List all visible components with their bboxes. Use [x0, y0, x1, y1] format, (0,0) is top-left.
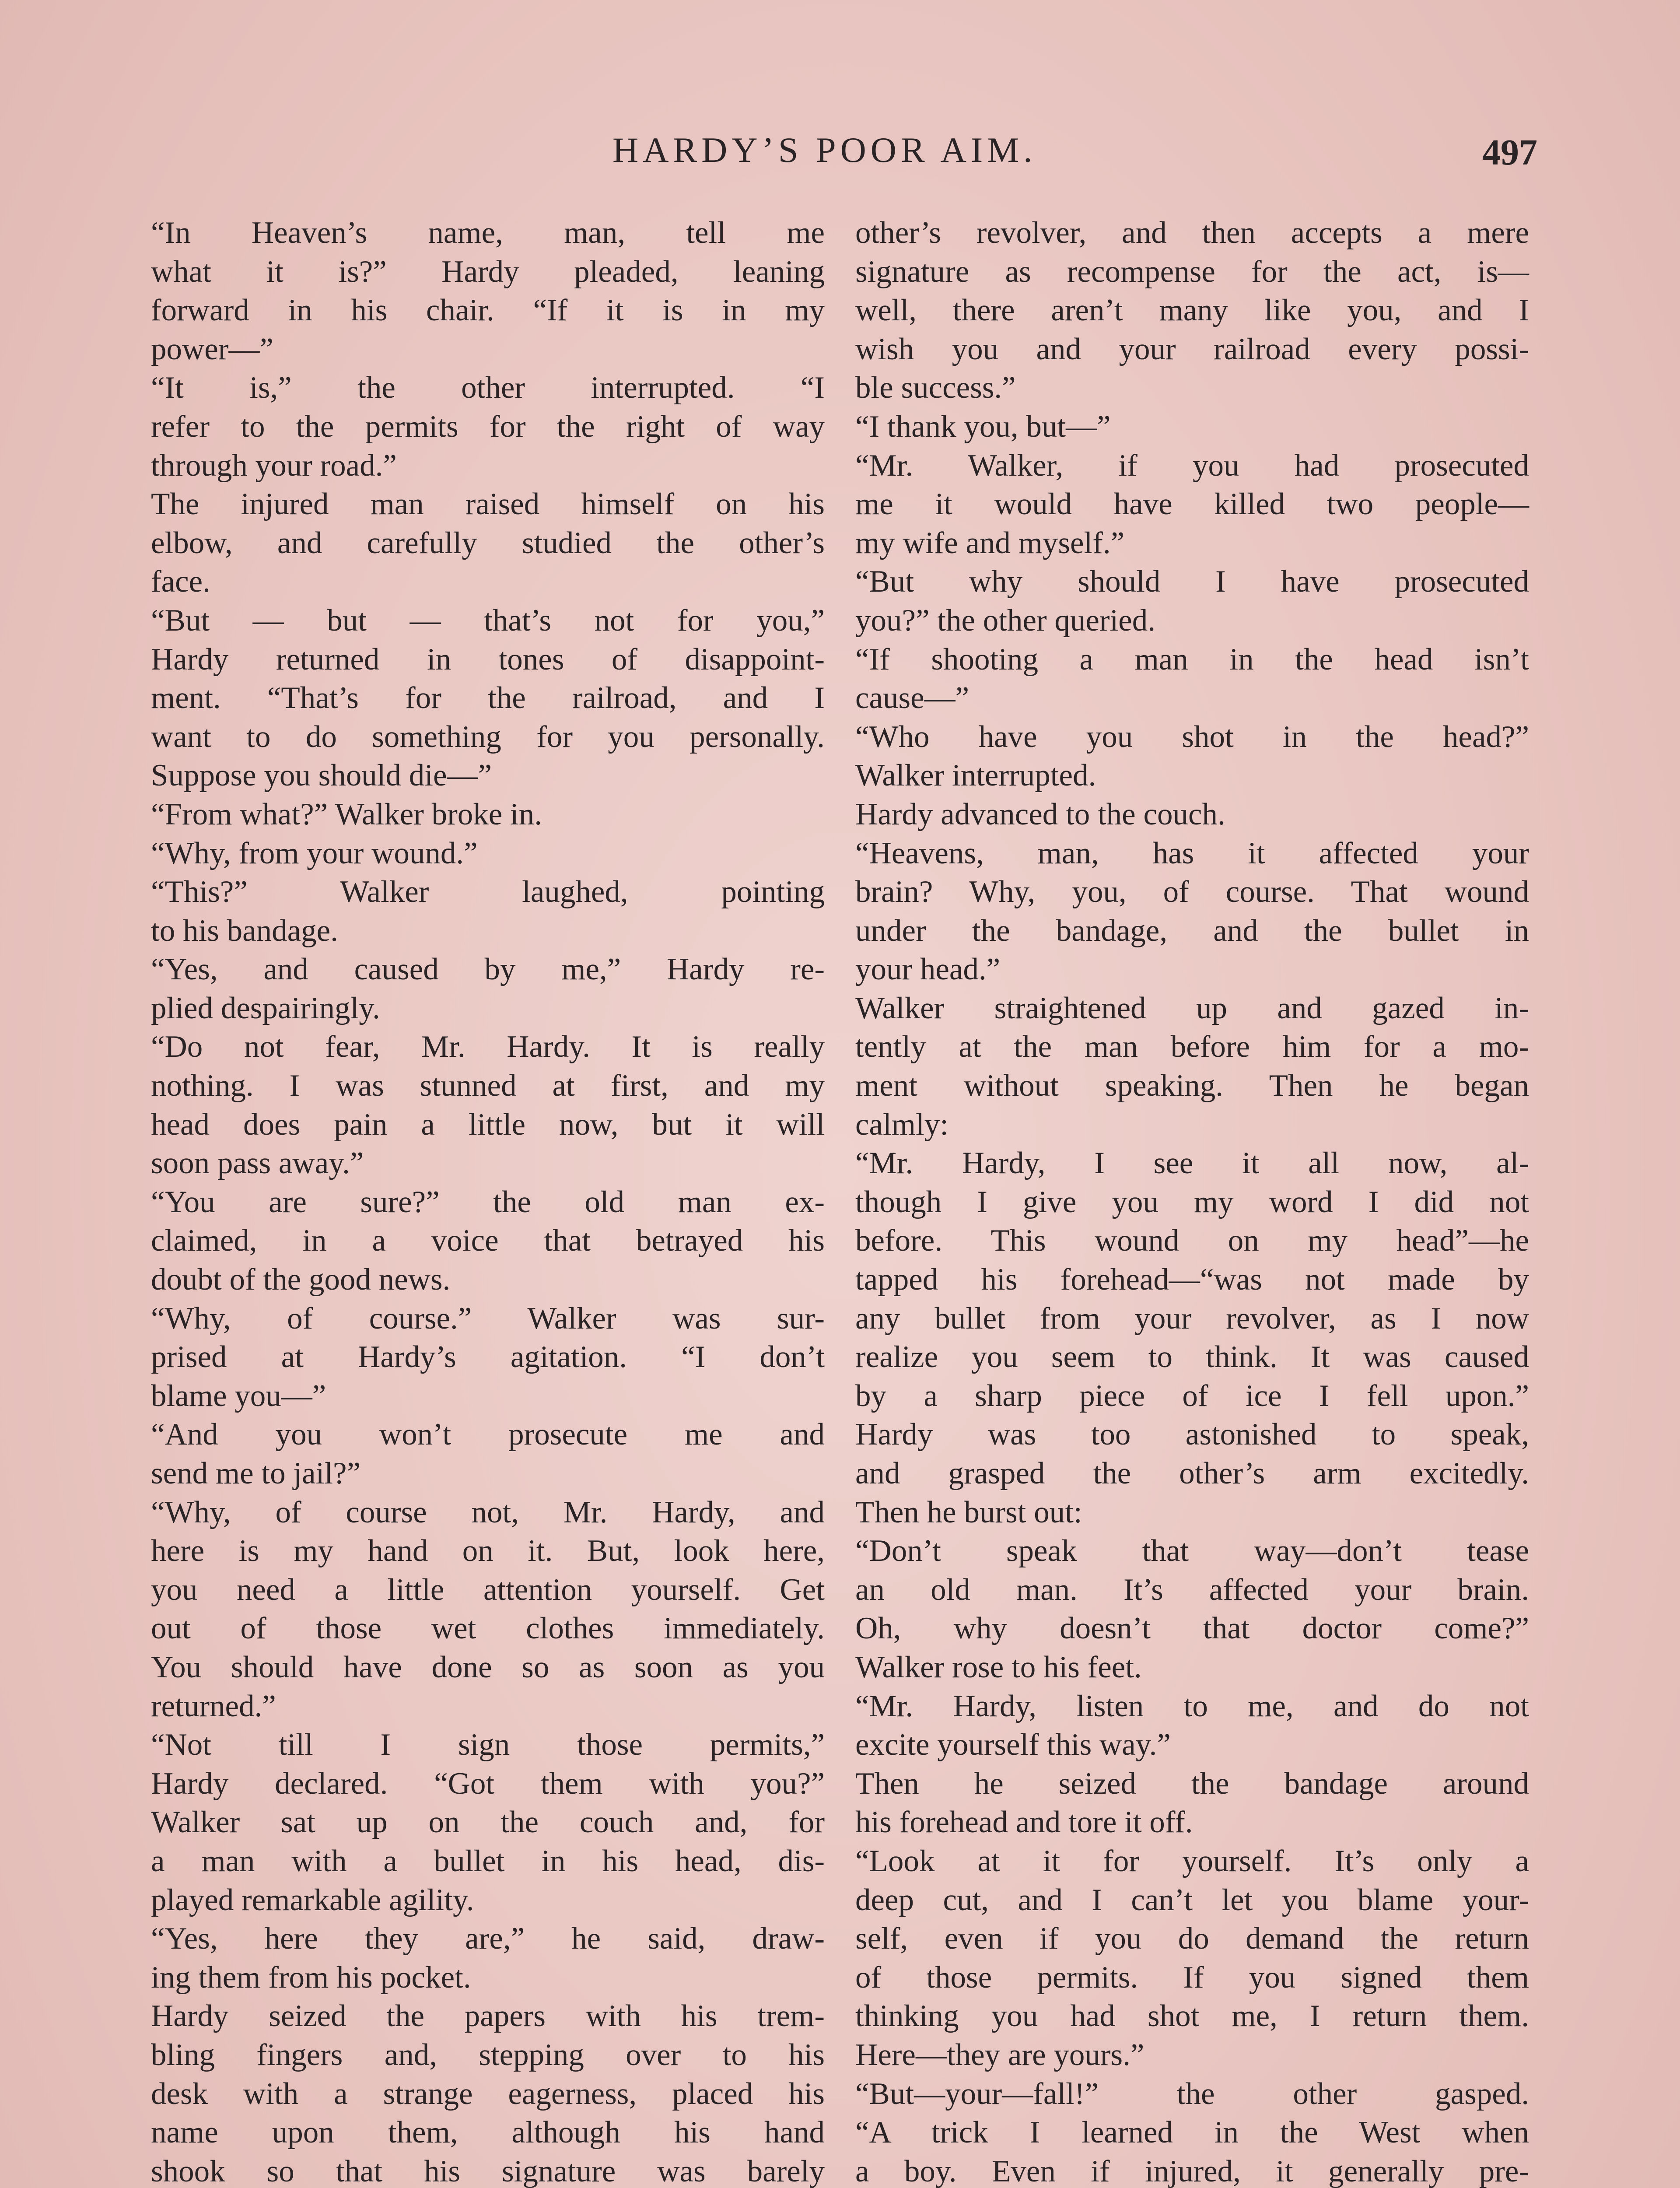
text-line: ble success.” [855, 371, 1016, 405]
text-line: me it would have killed two people— [855, 487, 1529, 522]
text-line: doubt of the good news. [151, 1262, 451, 1297]
text-line: “And you won’t prosecute me and [151, 1417, 825, 1452]
text-line: Hardy seized the papers with his trem- [151, 1999, 825, 2034]
text-line: any bullet from your revolver, as I now [855, 1301, 1529, 1336]
text-line: “From what?” Walker broke in. [151, 797, 542, 831]
text-line: “You are sure?” the old man ex- [151, 1185, 825, 1219]
text-line: elbow, and carefully studied the other’s [151, 526, 825, 560]
text-line: Suppose you should die—” [151, 758, 492, 793]
text-line: self, even if you do demand the return [855, 1922, 1529, 1956]
text-line: thinking you had shot me, I return them. [855, 1999, 1529, 2034]
text-line: out of those wet clothes immediately. [151, 1611, 825, 1646]
text-line: The injured man raised himself on his [151, 487, 825, 522]
text-line: head does pain a little now, but it will [151, 1107, 825, 1142]
text-line: well, there aren’t many like you, and I [855, 293, 1529, 328]
text-line: “Do not fear, Mr. Hardy. It is really [151, 1030, 825, 1064]
text-line: refer to the permits for the right of way [151, 409, 825, 444]
text-line: “But — but — that’s not for you,” [151, 603, 825, 638]
text-line: forward in his chair. “If it is in my [151, 293, 825, 328]
text-line: prised at Hardy’s agitation. “I don’t [151, 1340, 825, 1375]
text-line: “It is,” the other interrupted. “I [151, 371, 825, 405]
text-line: “Why, of course.” Walker was sur- [151, 1301, 825, 1336]
text-line: “Who have you shot in the head?” [855, 719, 1529, 754]
text-line: Hardy declared. “Got them with you?” [151, 1766, 825, 1801]
text-line: what it is?” Hardy pleaded, leaning [151, 254, 825, 289]
text-line: your head.” [855, 952, 1001, 987]
text-line: Walker rose to his feet. [855, 1650, 1142, 1684]
text-line: to his bandage. [151, 913, 338, 948]
text-line: excite yourself this way.” [855, 1728, 1171, 1762]
text-line: “Why, of course not, Mr. Hardy, and [151, 1495, 825, 1529]
text-line: my wife and myself.” [855, 526, 1125, 560]
text-line: signature as recompense for the act, is— [855, 254, 1529, 289]
text-line: bling fingers and, stepping over to his [151, 2037, 825, 2072]
text-line: brain? Why, you, of course. That wound [855, 875, 1529, 909]
text-line: before. This wound on my head”—he [855, 1224, 1529, 1258]
text-line: calmly: [855, 1107, 948, 1142]
text-line: an old man. It’s affected your brain. [855, 1572, 1529, 1607]
text-line: through your road.” [151, 448, 397, 483]
text-line: name upon them, although his hand [151, 2115, 825, 2150]
text-line: other’s revolver, and then accepts a mere [855, 216, 1529, 250]
text-line: “Why, from your wound.” [151, 836, 478, 870]
text-line: “Not till I sign those permits,” [151, 1728, 825, 1762]
text-line: “In Heaven’s name, man, tell me [151, 216, 825, 250]
text-line: ing them from his pocket. [151, 1960, 471, 1995]
text-line: “Mr. Hardy, listen to me, and do not [855, 1689, 1529, 1723]
text-line: “I thank you, but—” [855, 409, 1111, 444]
text-line: and grasped the other’s arm excitedly. [855, 1456, 1529, 1490]
text-line: you?” the other queried. [855, 603, 1156, 638]
text-line: send me to jail?” [151, 1456, 361, 1490]
text-line: plied despairingly. [151, 991, 380, 1025]
text-line: desk with a strange eagerness, placed his [151, 2076, 825, 2111]
text-line: realize you seem to think. It was caused [855, 1340, 1529, 1375]
text-line: though I give you my word I did not [855, 1185, 1529, 1219]
text-line: wish you and your railroad every possi- [855, 332, 1529, 366]
text-line: a man with a bullet in his head, dis- [151, 1844, 825, 1878]
text-line: of those permits. If you signed them [855, 1960, 1529, 1995]
text-line: face. [151, 565, 210, 599]
text-line: Walker straightened up and gazed in- [855, 991, 1529, 1025]
text-line: “A trick I learned in the West when [855, 2115, 1529, 2150]
text-line: his forehead and tore it off. [855, 1805, 1193, 1840]
text-line: Then he burst out: [855, 1495, 1082, 1529]
text-line: “Mr. Walker, if you had prosecuted [855, 448, 1529, 483]
text-line: power—” [151, 332, 273, 366]
text-line: soon pass away.” [151, 1146, 364, 1181]
text-line: Hardy advanced to the couch. [855, 797, 1225, 831]
left-text-column [151, 214, 825, 2188]
text-line: ment. “That’s for the railroad, and I [151, 681, 825, 715]
text-line: Oh, why doesn’t that doctor come?” [855, 1611, 1529, 1646]
text-line: ment without speaking. Then he began [855, 1069, 1529, 1103]
running-title: HARDY’S POOR AIM. [612, 130, 1037, 170]
text-line: Hardy returned in tones of disappoint- [151, 642, 825, 677]
text-line: “Mr. Hardy, I see it all now, al- [855, 1146, 1529, 1181]
page-number: 497 [1482, 132, 1537, 173]
text-line: “Yes, here they are,” he said, draw- [151, 1922, 825, 1956]
text-line: Walker interrupted. [855, 758, 1096, 793]
text-line: want to do something for you personally. [151, 719, 825, 754]
text-line: by a sharp piece of ice I fell upon.” [855, 1378, 1529, 1413]
right-text-column [855, 214, 1529, 2188]
text-line: returned.” [151, 1689, 276, 1723]
text-line: tapped his forehead—“was not made by [855, 1262, 1529, 1297]
text-line: nothing. I was stunned at first, and my [151, 1069, 825, 1103]
text-line: a boy. Even if injured, it generally pre- [855, 2154, 1529, 2188]
text-line: shook so that his signature was barely [151, 2154, 825, 2188]
text-line: Then he seized the bandage around [855, 1766, 1529, 1801]
text-line: tently at the man before him for a mo- [855, 1030, 1529, 1064]
text-line: deep cut, and I can’t let you blame your- [855, 1883, 1529, 1917]
text-line: Hardy was too astonished to speak, [855, 1417, 1529, 1452]
text-line: played remarkable agility. [151, 1883, 474, 1917]
text-line: here is my hand on it. But, look here, [151, 1534, 825, 1568]
text-line: “If shooting a man in the head isn’t [855, 642, 1529, 677]
text-line: you need a little attention yourself. Get [151, 1572, 825, 1607]
text-line: “This?” Walker laughed, pointing [151, 875, 825, 909]
text-line: under the bandage, and the bullet in [855, 913, 1529, 948]
text-line: cause—” [855, 681, 970, 715]
text-line: “Yes, and caused by me,” Hardy re- [151, 952, 825, 987]
text-line: “Don’t speak that way—don’t tease [855, 1534, 1529, 1568]
text-line: claimed, in a voice that betrayed his [151, 1224, 825, 1258]
text-line: “Look at it for yourself. It’s only a [855, 1844, 1529, 1878]
text-line: “But—your—fall!” the other gasped. [855, 2076, 1529, 2111]
text-line: “Heavens, man, has it affected your [855, 836, 1529, 870]
text-line: “But why should I have prosecuted [855, 565, 1529, 599]
text-line: You should have done so as soon as you [151, 1650, 825, 1684]
text-line: Here—they are yours.” [855, 2037, 1144, 2072]
text-line: Walker sat up on the couch and, for [151, 1805, 825, 1840]
text-line: blame you—” [151, 1378, 326, 1413]
